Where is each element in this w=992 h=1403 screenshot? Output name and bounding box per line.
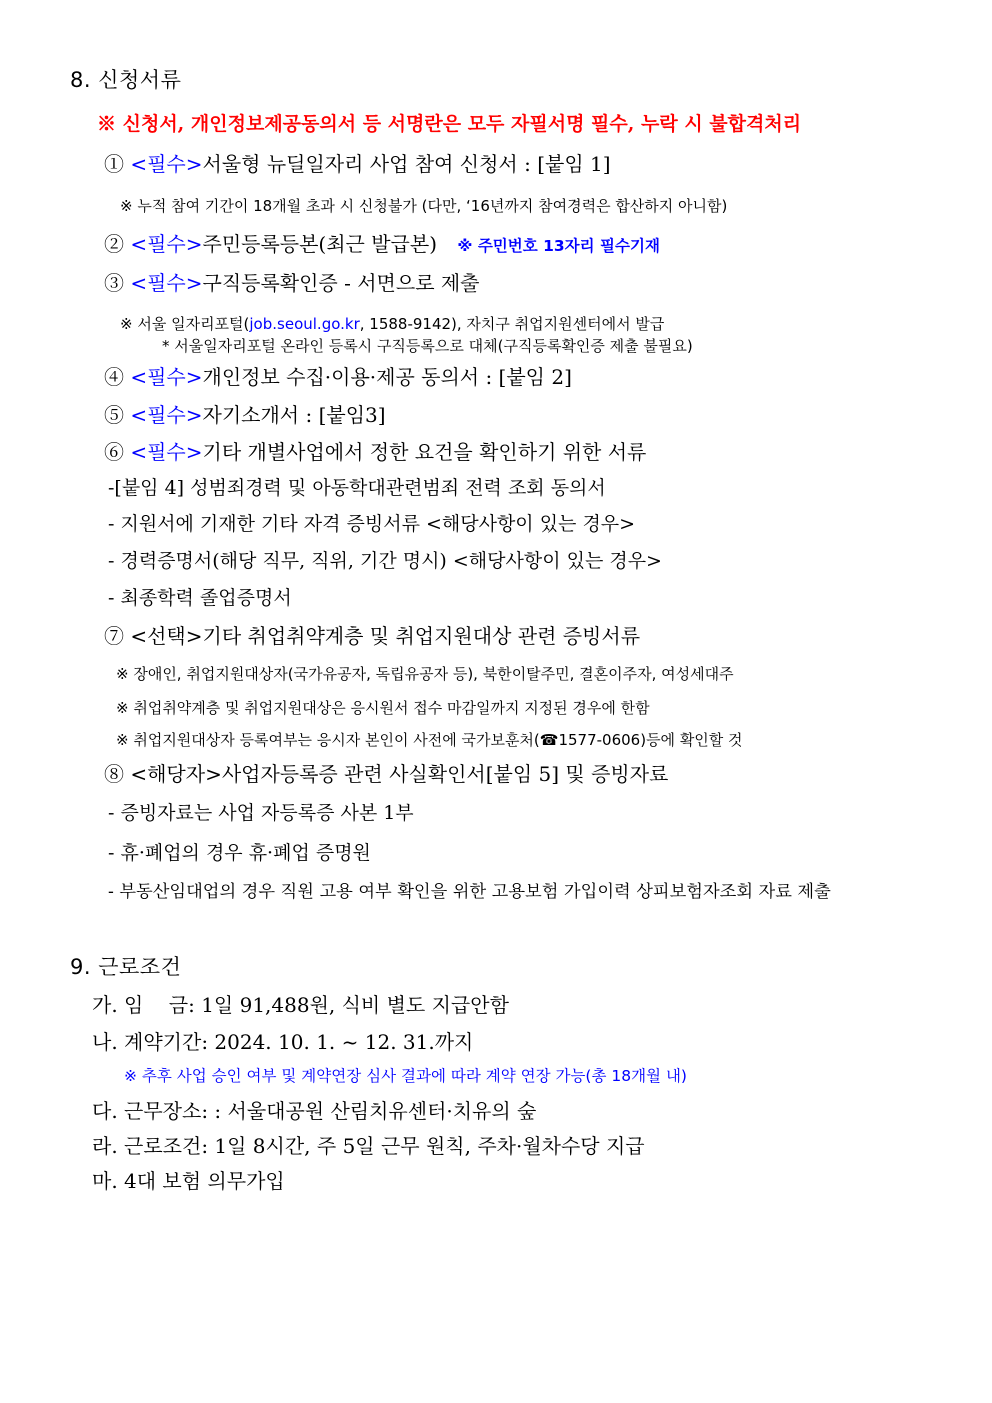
item-text: 기타 개별사업에서 정한 요건을 확인하기 위한 서류 bbox=[202, 440, 647, 464]
required-tag: <필수> bbox=[130, 440, 203, 464]
item-8-sub: - 휴·폐업의 경우 휴·폐업 증명원 bbox=[108, 842, 371, 864]
working-conditions-line: 라. 근로조건: 1일 8시간, 주 5일 근무 원칙, 주차·월차수당 지급 bbox=[92, 1134, 645, 1158]
item-3-note-a: ※ 서울 일자리포털(job.seoul.go.kr, 1588-9142), 자치구 취업지원센터에서 발급 bbox=[120, 315, 665, 333]
item-number: ④ bbox=[104, 365, 124, 389]
contract-period-line: 나. 계약기간: 2024. 10. 1. ~ 12. 31.까지 bbox=[92, 1030, 474, 1054]
item-number: ⑦ bbox=[104, 624, 124, 648]
item-1-note: ※ 누적 참여 기간이 18개월 초과 시 신청불가 (다만, ‘16년까지 참여경력은 합산하지 아니함) bbox=[120, 197, 728, 215]
insurance-line: 마. 4대 보험 의무가입 bbox=[92, 1169, 285, 1193]
section-8-title: 8. 신청서류 bbox=[70, 68, 182, 92]
item-text: 개인정보 수집·이용·제공 동의서 : [붙임 2] bbox=[202, 365, 572, 389]
item-7-note: ※ 취업지원대상자 등록여부는 응시자 본인이 사전에 국가보훈처(☎1577-0606)등에 확인할 것 bbox=[116, 731, 743, 749]
item-4 bbox=[104, 365, 572, 389]
item-6-sub: - 최종학력 졸업증명서 bbox=[108, 587, 292, 609]
required-tag: <필수> bbox=[130, 403, 203, 427]
item-8 bbox=[104, 762, 668, 786]
item-number: ② bbox=[104, 232, 124, 256]
item-6 bbox=[104, 440, 646, 464]
item-1 bbox=[104, 152, 611, 176]
required-tag: <필수> bbox=[130, 152, 203, 176]
item-number: ③ bbox=[104, 271, 124, 295]
contract-extension-note: ※ 추후 사업 승인 여부 및 계약연장 심사 결과에 따라 계약 연장 가능(총 18개월 내) bbox=[124, 1067, 687, 1085]
required-tag: <필수> bbox=[130, 271, 203, 295]
item-text: 구직등록확인증 - 서면으로 제출 bbox=[202, 271, 480, 295]
workplace-line: 다. 근무장소: : 서울대공원 산림치유센터·치유의 숲 bbox=[92, 1099, 537, 1123]
item-text: <선택>기타 취업취약계층 및 취업지원대상 관련 증빙서류 bbox=[130, 624, 641, 648]
signature-warning: ※ 신청서, 개인정보제공동의서 등 서명란은 모두 자필서명 필수, 누락 시 불합격처리 bbox=[97, 113, 802, 135]
item-text: 서울형 뉴딜일자리 사업 참여 신청서 : [붙임 1] bbox=[202, 152, 611, 176]
item-text: 자기소개서 : [붙임3] bbox=[202, 403, 386, 427]
required-tag: <필수> bbox=[130, 232, 203, 256]
item-3 bbox=[104, 271, 480, 295]
item-number: ⑤ bbox=[104, 403, 124, 427]
resident-number-note: ※ 주민번호 13자리 필수기재 bbox=[457, 237, 660, 255]
item-6-sub: -[붙임 4] 성범죄경력 및 아동학대관련범죄 전력 조회 동의서 bbox=[108, 477, 606, 499]
job-portal-link[interactable]: job.seoul.go.kr bbox=[249, 315, 360, 333]
item-number: ⑥ bbox=[104, 440, 124, 464]
item-6-sub: - 지원서에 기재한 기타 자격 증빙서류 <해당사항이 있는 경우> bbox=[108, 513, 636, 535]
item-7-note: ※ 장애인, 취업지원대상자(국가유공자, 독립유공자 등), 북한이탈주민, 결혼이주자, 여성세대주 bbox=[116, 665, 734, 683]
item-number: ① bbox=[104, 152, 124, 176]
section-9-title: 9. 근로조건 bbox=[70, 955, 182, 979]
item-number: ⑧ bbox=[104, 762, 124, 786]
item-3-note-b: * 서울일자리포털 온라인 등록시 구직등록으로 대체(구직등록확인증 제출 불필요) bbox=[162, 337, 693, 355]
item-7 bbox=[104, 624, 640, 648]
wage-line: 가. 임 금: 1일 91,488원, 식비 별도 지급안함 bbox=[92, 993, 509, 1017]
item-8-sub: - 증빙자료는 사업 자등록증 사본 1부 bbox=[108, 802, 414, 824]
required-tag: <필수> bbox=[130, 365, 203, 389]
item-7-note: ※ 취업취약계층 및 취업지원대상은 응시원서 접수 마감일까지 지정된 경우에 한함 bbox=[116, 699, 650, 717]
item-text: 주민등록등본(최근 발급본) bbox=[202, 232, 437, 256]
item-8-sub: - 부동산임대업의 경우 직원 고용 여부 확인을 위한 고용보험 가입이력 상피보험자조회 자료 제출 bbox=[108, 882, 831, 902]
item-5 bbox=[104, 403, 386, 427]
item-6-sub: - 경력증명서(해당 직무, 직위, 기간 명시) <해당사항이 있는 경우> bbox=[108, 550, 662, 572]
item-text: <해당자>사업자등록증 관련 사실확인서[붙임 5] 및 증빙자료 bbox=[130, 762, 669, 786]
item-2 bbox=[104, 232, 660, 256]
